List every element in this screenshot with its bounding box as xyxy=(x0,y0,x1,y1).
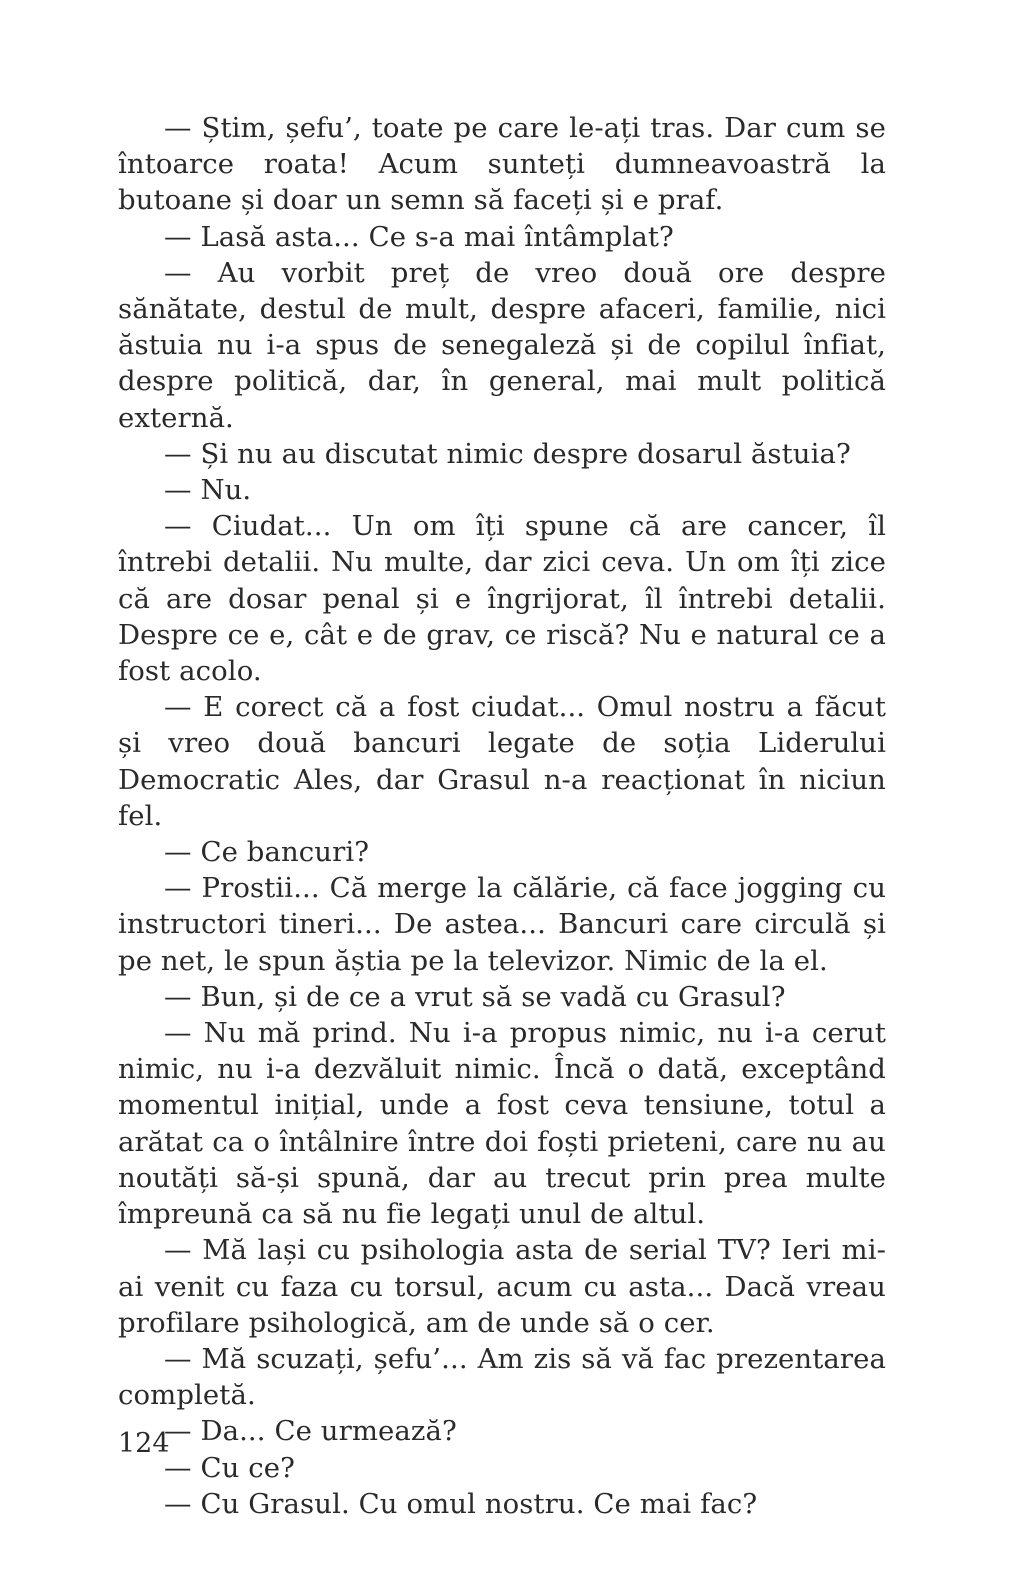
paragraph: — Și nu au discutat nimic despre dosarul ăstuia? xyxy=(164,437,851,470)
paragraph: — Cu ce? xyxy=(164,1451,295,1484)
paragraph: — Lasă asta... Ce s-a mai întâmplat? xyxy=(164,220,674,253)
paragraph: — Nu mă prind. Nu i-a propus nimic, nu i-a cerut nimic, nu i-a dezvăluit nimic. Încă o dată, exceptând momentul inițial, unde a fost ceva tensiune, totul a arătat ca o întâlnire între doi foști prieteni, care nu au noutăți să-și spună, dar au trecut prin prea multe împreună ca să nu fie legați unul de altul. xyxy=(118,1017,886,1231)
page-body xyxy=(118,110,886,1522)
paragraph: — E corect că a fost ciudat... Omul nostru a făcut și vreo două bancuri legate de soția Liderului Democratic Ales, dar Grasul n-a reacționat în niciun fel. xyxy=(118,691,886,832)
paragraph: — Mă scuzați, șefu’... Am zis să vă fac prezentarea completă. xyxy=(118,1342,886,1412)
page-number: 124 xyxy=(118,1428,170,1459)
paragraph: — Mă lași cu psihologia asta de serial TV? Ieri mi-ai venit cu faza cu torsul, acum cu asta... Dacă vreau profilare psihologică, am de unde să o cer. xyxy=(118,1234,886,1339)
paragraph: — Da... Ce urmează? xyxy=(164,1415,457,1448)
paragraph: — Cu Grasul. Cu omul nostru. Ce mai fac? xyxy=(164,1487,758,1520)
paragraph: — Bun, și de ce a vrut să se vadă cu Grasul? xyxy=(164,980,786,1013)
paragraph: — Ce bancuri? xyxy=(164,836,370,869)
paragraph: — Au vorbit preț de vreo două ore despre sănătate, destul de mult, despre afaceri, familie, nici ăstuia nu i-a spus de senegaleză și de copilul înfiat, despre politică, dar, în general, mai mult politică externă. xyxy=(118,256,886,434)
paragraph: — Nu. xyxy=(164,474,252,507)
paragraph: — Prostii... Că merge la călărie, că face jogging cu instructori tineri... De astea... Bancuri care circulă și pe net, le spun ăștia pe la televizor. Nimic de la el. xyxy=(118,872,886,977)
paragraph: — Știm, șefu’, toate pe care le-ați tras. Dar cum se întoarce roata! Acum sunteți dumneavoastră la butoane și doar un semn să faceți și e praf. xyxy=(118,112,886,217)
paragraph: — Ciudat... Un om îți spune că are cancer, îl întrebi detalii. Nu multe, dar zici ceva. Un om îți zice că are dosar penal și e îngrijorat, îl întrebi detalii. Despre ce e, cât e de grav, ce riscă? Nu e natural ce a fost acolo. xyxy=(118,510,886,688)
